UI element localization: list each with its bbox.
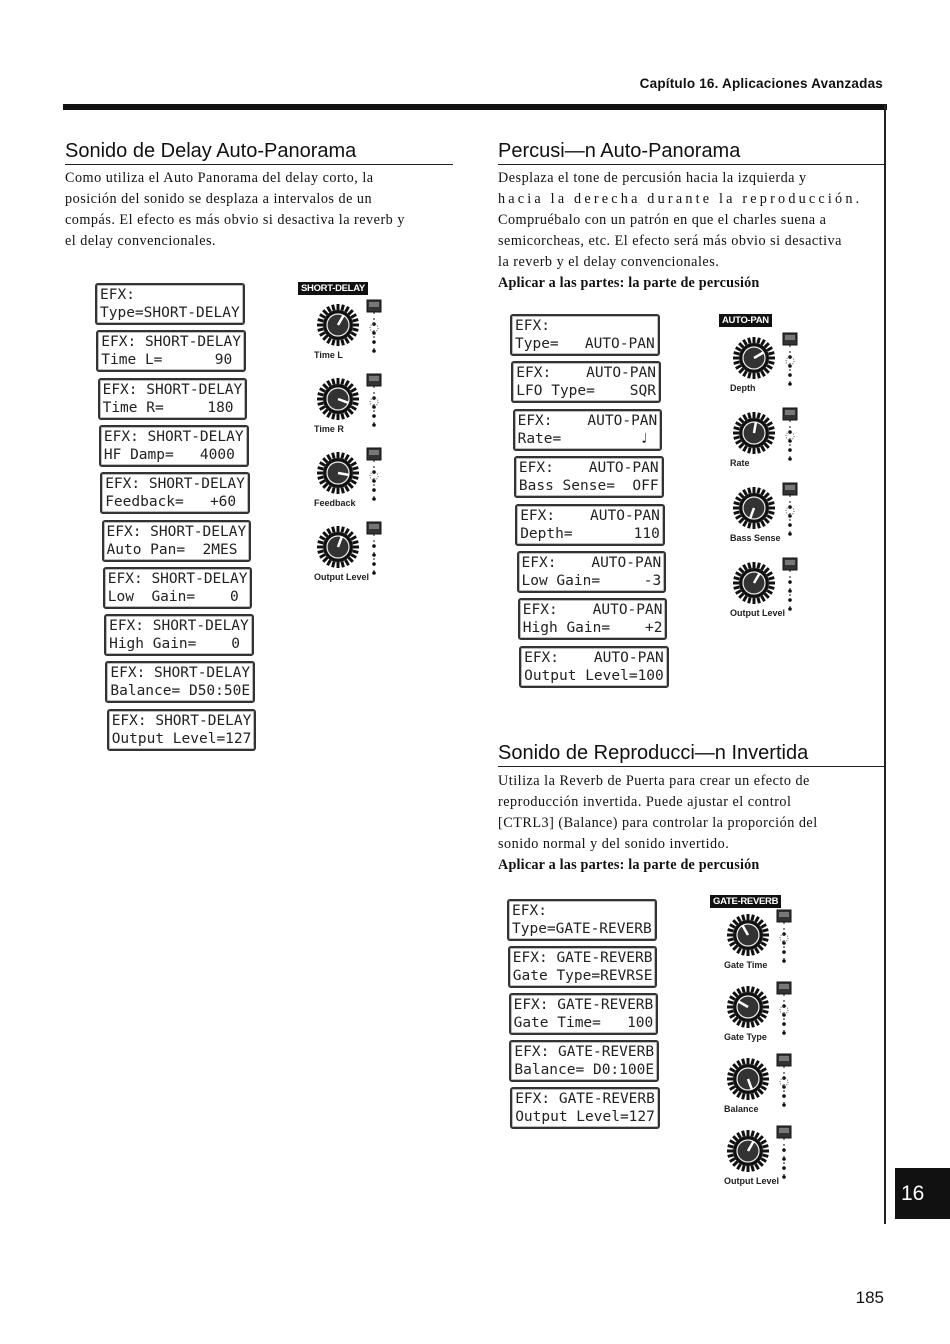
short-delay-knob-label: Time R	[314, 424, 344, 434]
short-delay-body-line: posición del sonido se desplaza a intervalos de un	[65, 191, 373, 207]
knob-icon	[726, 1129, 770, 1178]
knob-icon	[726, 985, 770, 1034]
knob-icon	[732, 336, 776, 385]
gate-reverb-lcd: EFX: GATE-REVERB Gate Type=REVRSE	[508, 946, 658, 988]
short-delay-lcd: EFX: SHORT-DELAY High Gain= 0	[104, 614, 254, 656]
auto-pan-body-line: Compruébalo con un patrón en que el charles suena a	[498, 212, 827, 228]
knob-icon	[316, 451, 360, 500]
short-delay-knob-label: Feedback	[314, 498, 356, 508]
short-delay-lcd: EFX: SHORT-DELAY HF Damp= 4000	[99, 425, 249, 467]
short-delay-lcd: EFX: SHORT-DELAY Feedback= +60	[100, 472, 250, 514]
chapter-header: Capítulo 16. Aplicaciones Avanzadas	[639, 76, 883, 91]
led-indicator-icon	[774, 1052, 794, 1117]
short-delay-body-line: el delay convencionales.	[65, 233, 217, 249]
reverse-body-line: Utiliza la Reverb de Puerta para crear un efecto de	[498, 773, 810, 789]
short-delay-lcd: EFX: Type=SHORT-DELAY	[95, 283, 245, 325]
auto-pan-body-line: semicorcheas, etc. El efecto será más obvio si desactiva	[498, 233, 842, 249]
knob-icon	[316, 377, 360, 426]
auto-pan-lcd: EFX: AUTO-PAN High Gain= +2	[518, 598, 668, 640]
auto-pan-panel-tag: AUTO-PAN	[719, 314, 772, 327]
auto-pan-body-line: la reverb y el delay convencionales.	[498, 254, 720, 270]
auto-pan-apply: Aplicar a las partes: la parte de percusión	[498, 275, 760, 291]
led-indicator-icon	[364, 372, 384, 437]
short-delay-lcd: EFX: SHORT-DELAY Time L= 90	[96, 330, 246, 372]
short-delay-lcd: EFX: SHORT-DELAY Time R= 180	[98, 378, 248, 420]
chapter-tab: 16	[895, 1168, 950, 1219]
knob-icon	[732, 411, 776, 460]
gate-reverb-panel-tag: GATE-REVERB	[710, 895, 781, 908]
short-delay-lcd: EFX: SHORT-DELAY Auto Pan= 2MES	[102, 520, 252, 562]
auto-pan-knob-label: Depth	[730, 383, 756, 393]
auto-pan-lcd: EFX: Type= AUTO-PAN	[510, 314, 660, 356]
reverse-body	[498, 771, 885, 876]
gate-reverb-knob-label: Gate Type	[724, 1032, 767, 1042]
knob-icon	[726, 913, 770, 962]
gate-reverb-lcd: EFX: GATE-REVERB Output Level=127	[510, 1087, 660, 1129]
auto-pan-lcd: EFX: AUTO-PAN Output Level=100	[519, 646, 669, 688]
knob-icon	[732, 561, 776, 610]
short-delay-lcd: EFX: SHORT-DELAY Low Gain= 0	[103, 567, 253, 609]
short-delay-body-line: Como utiliza el Auto Panorama del delay corto, la	[65, 170, 374, 186]
auto-pan-lcd: EFX: AUTO-PAN Rate= ♩	[513, 409, 663, 451]
knob-icon	[316, 303, 360, 352]
led-indicator-icon	[774, 908, 794, 973]
reverse-apply: Aplicar a las partes: la parte de percusión	[498, 857, 760, 873]
auto-pan-lcd: EFX: AUTO-PAN Bass Sense= OFF	[514, 456, 664, 498]
reverse-title: Sonido de Reproducci—n Invertida	[498, 741, 885, 767]
auto-pan-knob-label: Rate	[730, 458, 750, 468]
auto-pan-title: Percusi—n Auto-Panorama	[498, 139, 885, 165]
reverse-body-line: reproducción invertida. Puede ajustar el control	[498, 794, 792, 810]
auto-pan-lcd: EFX: AUTO-PAN Low Gain= -3	[517, 551, 667, 593]
led-indicator-icon	[780, 406, 800, 471]
auto-pan-lcd: EFX: AUTO-PAN Depth= 110	[515, 504, 665, 546]
led-indicator-icon	[774, 980, 794, 1045]
knob-icon	[732, 486, 776, 535]
short-delay-lcd: EFX: SHORT-DELAY Output Level=127	[107, 709, 257, 751]
gate-reverb-lcd: EFX: GATE-REVERB Balance= D0:100E	[509, 1040, 659, 1082]
knob-icon	[316, 525, 360, 574]
auto-pan-body-line: hacia la derecha durante la reproducción.	[498, 191, 863, 207]
knob-icon	[726, 1057, 770, 1106]
short-delay-body-line: compás. El efecto es más obvio si desactiva la reverb y	[65, 212, 405, 228]
gate-reverb-lcd: EFX: GATE-REVERB Gate Time= 100	[509, 993, 659, 1035]
short-delay-lcd: EFX: SHORT-DELAY Balance= D50:50E	[105, 661, 255, 703]
auto-pan-knob-label: Bass Sense	[730, 533, 781, 543]
short-delay-body	[65, 168, 453, 252]
auto-pan-knob-label: Output Level	[730, 608, 786, 618]
page-number: 185	[855, 1288, 884, 1307]
reverse-body-line: [CTRL3] (Balance) para controlar la proporción del	[498, 815, 818, 831]
gate-reverb-knob-label: Balance	[724, 1104, 759, 1114]
led-indicator-icon	[364, 298, 384, 363]
short-delay-title: Sonido de Delay Auto-Panorama	[65, 139, 453, 165]
gate-reverb-knob-label: Gate Time	[724, 960, 768, 970]
led-indicator-icon	[780, 481, 800, 546]
header-rule	[63, 104, 887, 110]
auto-pan-body-line: Desplaza el tone de percusión hacia la izquierda y	[498, 170, 807, 186]
auto-pan-body	[498, 168, 885, 294]
gate-reverb-lcd: EFX: Type=GATE-REVERB	[507, 899, 657, 941]
short-delay-knob-label: Output Level	[314, 572, 370, 582]
reverse-body-line: sonido normal y del sonido invertido.	[498, 836, 730, 852]
led-indicator-icon	[364, 446, 384, 511]
auto-pan-lcd: EFX: AUTO-PAN LFO Type= SQR	[511, 361, 661, 403]
gate-reverb-knob-label: Output Level	[724, 1176, 780, 1186]
short-delay-panel-tag: SHORT-DELAY	[298, 282, 368, 295]
led-indicator-icon	[780, 331, 800, 396]
short-delay-knob-label: Time L	[314, 350, 343, 360]
